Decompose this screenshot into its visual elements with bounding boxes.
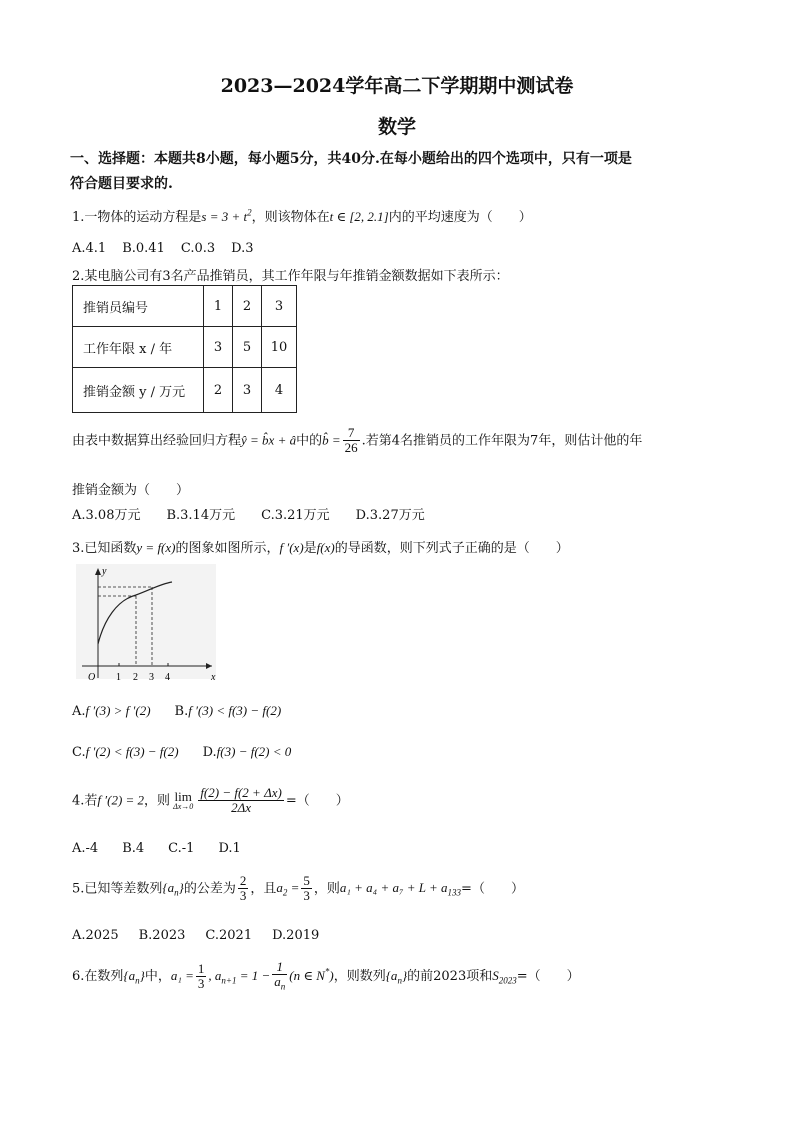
tick-label: 1 [116, 672, 121, 683]
a1-fraction: $\frac{1}{3}$ [197, 960, 205, 991]
time-interval: t ∈ [2, 2.1] [329, 209, 389, 224]
table-cell: 1 [204, 286, 233, 327]
recurrence-fraction: $\frac{1}{a_n}$ [274, 959, 286, 992]
tick-label: 4 [165, 672, 170, 683]
option-a: A.3.08万元 [72, 508, 141, 523]
y-axis-label: y [102, 566, 107, 577]
question-4: 4.若f ′(2) = 2，则 lim Δx→0 $\frac{f(2) - f(2 + \Delta x)}{2\Delta x}$ =（ ） [72, 785, 349, 816]
question-5: 5.已知等差数列$\{a_n\}$的公差为 $\frac{2}{3}$ ，且$a_2$ = $\frac{5}{3}$ ，则$a_1 + a_4 + a_7 + L + a_{133}=$（ ） [72, 873, 524, 904]
table-cell: 4 [262, 368, 297, 413]
motion-equation: $s = 3 + t^2$ [201, 207, 252, 224]
table-cell: 10 [262, 327, 297, 368]
slope-fraction: $\frac{7}{26}$ [344, 425, 358, 456]
option-b: B.0.41 [122, 241, 165, 256]
question-3-options-cd [72, 744, 291, 760]
option-d: D.3 [231, 241, 254, 256]
section-instructions-line1: 一、选择题：本题共8小题，每小题5分，共40分.在每小题给出的四个选项中，只有一项是 [70, 151, 632, 167]
question-2-options [72, 504, 425, 523]
option-c: C.2021 [205, 928, 253, 943]
option-a: A.f ′(3) > f ′(2) [72, 703, 151, 719]
sales-data-table [72, 285, 297, 413]
option-b: B.f ′(3) < f(3) − f(2) [174, 703, 282, 719]
tick-label: 3 [149, 672, 154, 683]
option-c: C.f ′(2) < f(3) − f(2) [72, 744, 179, 760]
limit-operator: lim Δx→0 [173, 789, 194, 812]
graph-background [76, 564, 216, 679]
page-title: 2023—2024学年高二下学期期中测试卷 [220, 75, 574, 97]
option-b: B.2023 [138, 928, 186, 943]
question-1-options [72, 241, 254, 256]
question-1: 1.一物体的运动方程是$s = 3 + t^2$，则该物体在t ∈ [2, 2.1]内的平均速度为（ ） [72, 207, 532, 225]
option-c: C.-1 [168, 841, 195, 856]
option-a: A.-4 [72, 841, 99, 856]
function-graph [72, 560, 222, 690]
option-c: C.0.3 [180, 241, 216, 256]
x-axis-label: x [211, 672, 216, 683]
question-4-options [72, 841, 241, 856]
option-a: A.2025 [72, 928, 119, 943]
question-2-line2: 推销金额为（ ） [72, 483, 190, 498]
common-difference-fraction: $\frac{2}{3}$ [239, 873, 247, 904]
question-3: 3.已知函数y = f(x)的图象如图所示，f ′(x)是f(x)的导函数，则下列式子正确的是（ ） [72, 540, 569, 556]
origin-label: O [88, 672, 96, 683]
limit-fraction: $\frac{f(2) - f(2 + \Delta x)}{2\Delta x}$ [200, 785, 282, 816]
option-d: D.1 [218, 841, 241, 856]
question-2-regression-line: 由表中数据算出经验回归方程ŷ = b̂x + â中的b̂ = $\frac{7}{26}$ .若第4名推销员的工作年限为7年，则估计他的年 [72, 425, 643, 456]
table-cell: 3 [262, 286, 297, 327]
table-cell: 工作年限 x / 年 [73, 327, 204, 368]
table-row [73, 368, 297, 413]
option-d: D.f(3) − f(2) < 0 [202, 744, 292, 760]
option-c: C.3.21万元 [261, 508, 330, 523]
tick-label: 2 [133, 672, 138, 683]
table-row [73, 327, 297, 368]
table-cell: 3 [233, 368, 262, 413]
table-row [73, 286, 297, 327]
option-a: A.4.1 [72, 241, 107, 256]
table-cell: 5 [233, 327, 262, 368]
option-b: B.4 [122, 841, 145, 856]
table-cell: 推销员编号 [73, 286, 204, 327]
a2-fraction: $\frac{5}{3}$ [303, 873, 310, 904]
subject-heading: 数学 [377, 116, 416, 138]
option-d: D.3.27万元 [355, 508, 425, 523]
regression-equation: ŷ = b̂x + â [241, 432, 297, 448]
section-instructions-line2: 符合题目要求的. [70, 176, 173, 192]
question-2: 2.某电脑公司有3名产品推销员，其工作年限与年推销金额数据如下表所示： [72, 269, 509, 284]
table-cell: 2 [204, 368, 233, 413]
table-cell: 2 [233, 286, 262, 327]
question-3-options-ab [72, 703, 281, 719]
question-5-options [72, 928, 319, 943]
sum-expression: $a_1 + a_4 + a_7 + L + a_{133}$ [339, 880, 462, 898]
table-cell: 推销金额 y / 万元 [73, 368, 204, 413]
table-cell: 3 [204, 327, 233, 368]
question-6: 6.在数列$\{a_n\}$中，a₁ = $\frac{1}{3}$ , $a_{n+1} = 1$ − $\frac{1}{a_n}$ (n ∈ N*)，则数列$\{a_n\}$的前2023项和$S_{2023}=$（ ） [72, 959, 580, 992]
option-d: D.2019 [272, 928, 320, 943]
option-b: B.3.14万元 [166, 508, 236, 523]
